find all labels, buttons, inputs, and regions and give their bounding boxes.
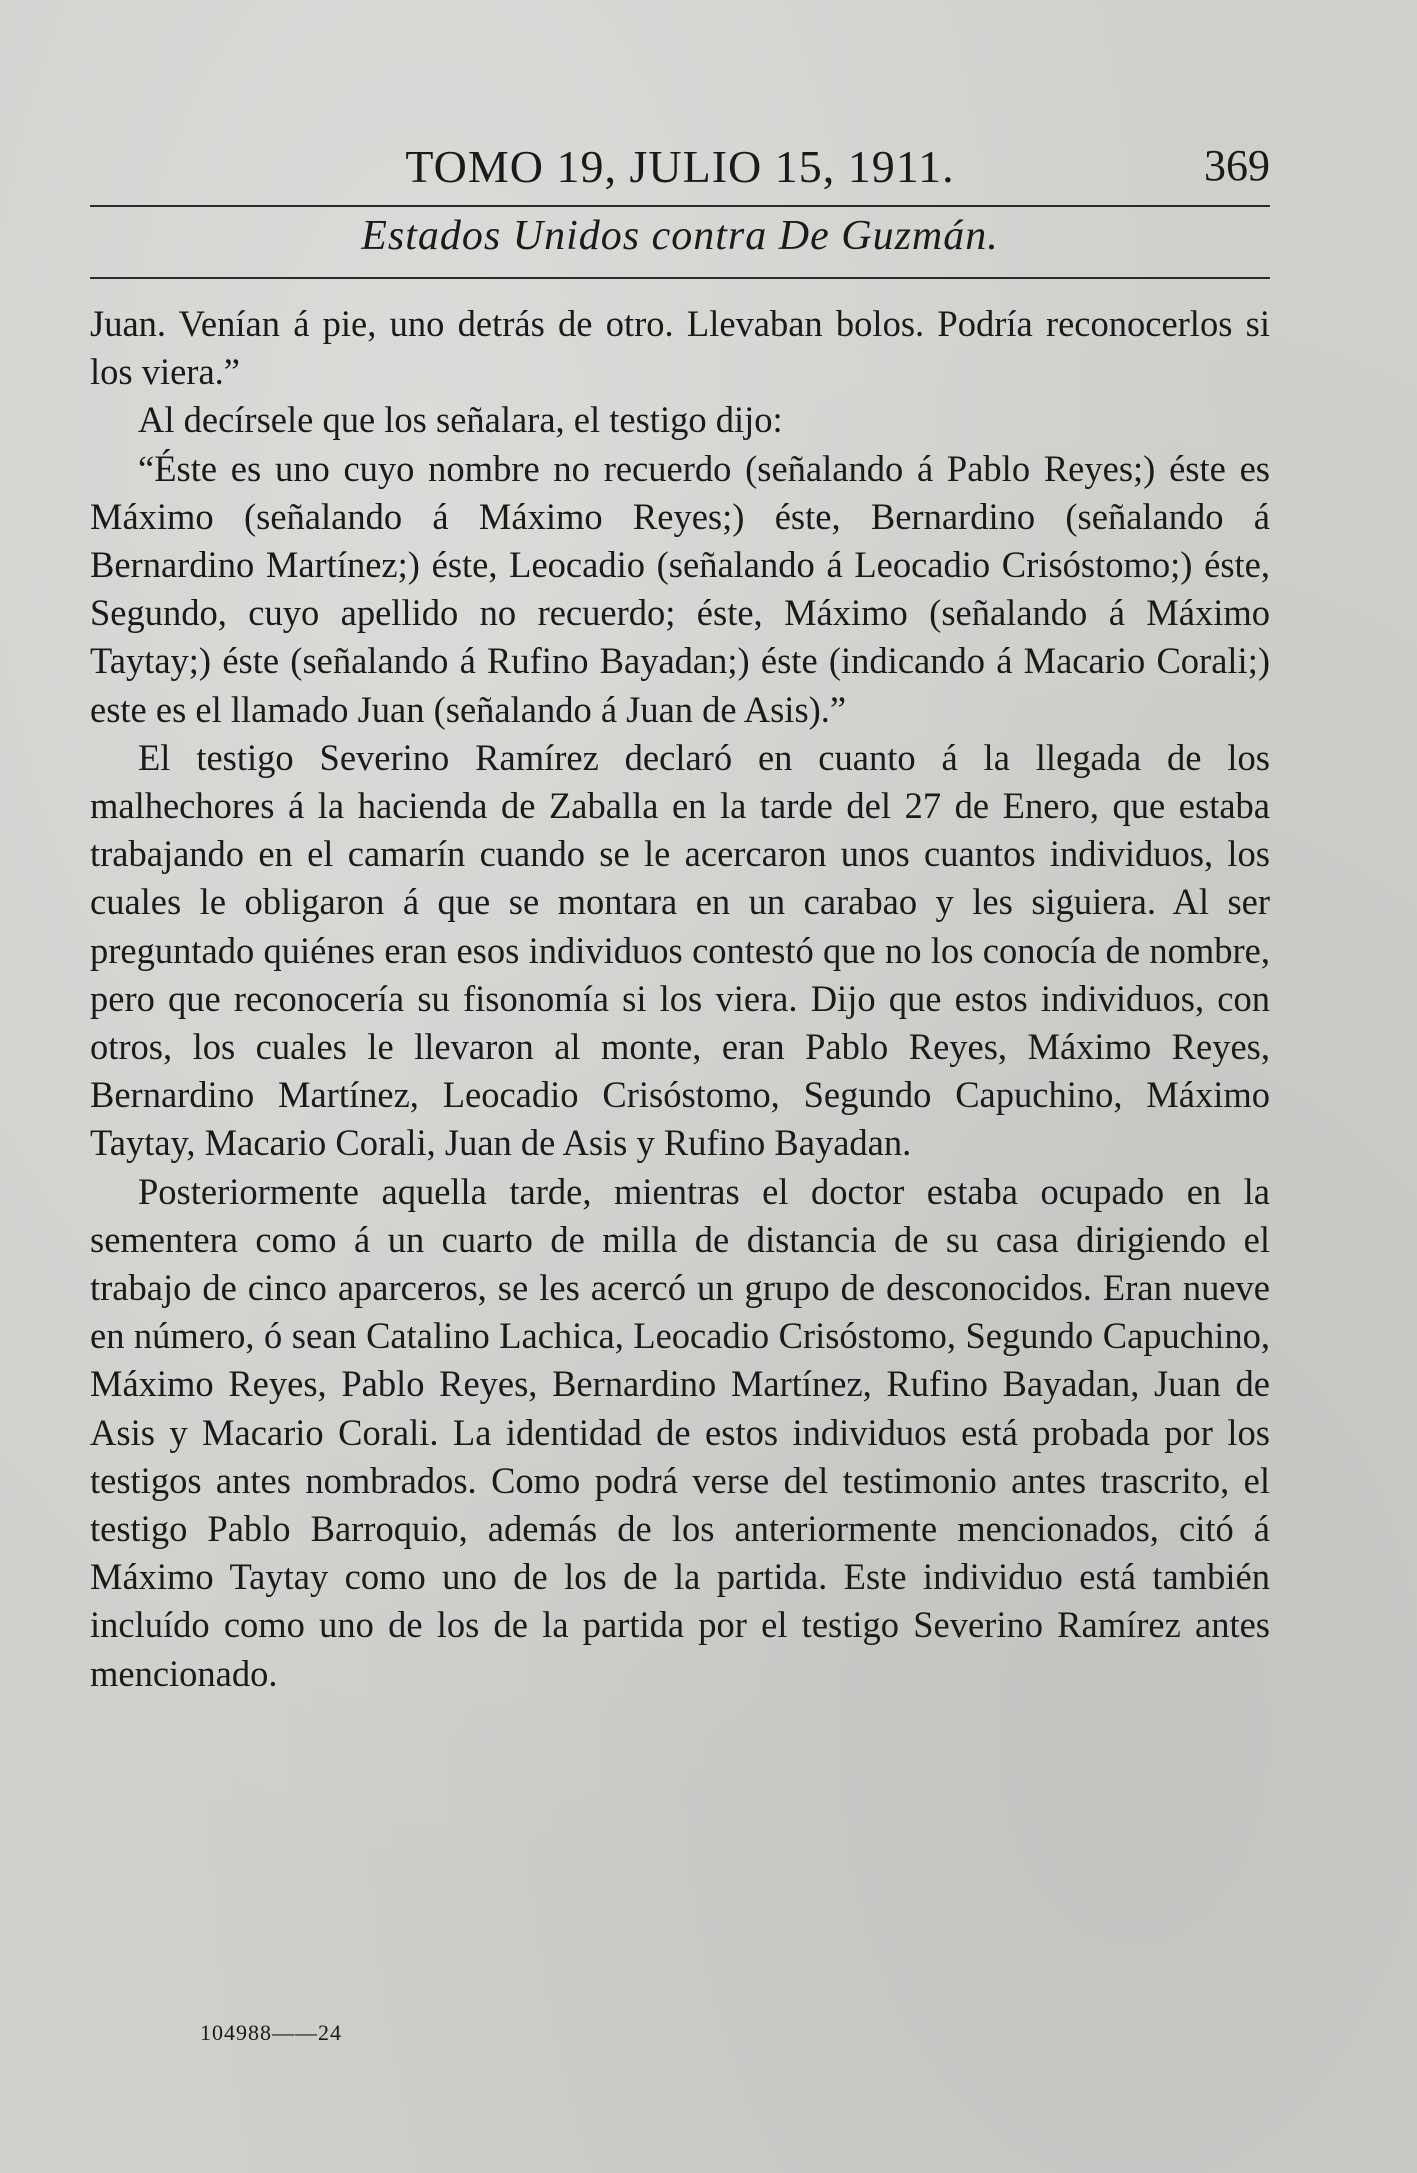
printer-signature: 104988——24 [200, 2020, 342, 2045]
page-number: 369 [1204, 141, 1270, 190]
paragraph: “Éste es uno cuyo nombre no recuerdo (señalando á Pablo Reyes;) éste es Máximo (señalando á Máximo Reyes;) éste, Bernardino (señalando á Bernardino Martínez;) éste, Leocadio (señalando á Leocadio Crisóstomo;) éste, Segundo, cuyo apellido no recuerdo; éste, Máximo (señalando á Máximo Taytay;) éste (señalando á Rufino Bayadan;) éste (indicando á Macario Corali;) este es el llamado Juan (señalando á Juan de Asis).” [90, 447, 1270, 730]
body-text [90, 300, 1270, 1698]
paragraph: El testigo Severino Ramírez declaró en cuanto á la llegada de los malhechores á la hacienda de Zaballa en la tarde del 27 de Enero, que estaba trabajando en el camarín cuando se le acercaron unos cuantos individuos, los cuales le obligaron á que se montara en un carabao y les siguiera. Al ser preguntado quiénes eran esos individuos contestó que no los conocía de nombre, pero que reconocería su fisonomía si los viera. Dijo que estos individuos, con otros, los cuales le llevaron al monte, eran Pablo Reyes, Máximo Reyes, Bernardino Martínez, Leocadio Crisóstomo, Segundo Capuchino, Máximo Taytay, Macario Corali, Juan de Asis y Rufino Bayadan. [90, 736, 1270, 1164]
heading-rule-top [90, 205, 1270, 207]
volume-date-heading: TOMO 19, JULIO 15, 1911. [405, 141, 955, 192]
paragraph: Al decírsele que los señalara, el testigo dijo: [138, 399, 783, 441]
heading-rule-bottom [90, 277, 1270, 279]
paragraph: Juan. Venían á pie, uno detrás de otro. Llevaban bolos. Podría reconocerlos si los viera.” [90, 303, 1270, 393]
running-head [90, 140, 1270, 200]
paragraph: Posteriormente aquella tarde, mientras el doctor estaba ocupado en la sementera como á un cuarto de milla de distancia de su casa dirigiendo el trabajo de cinco aparceros, se les acercó un grupo de desconocidos. Eran nueve en número, ó sean Catalino Lachica, Leocadio Crisóstomo, Segundo Capuchino, Máximo Reyes, Pablo Reyes, Bernardino Martínez, Rufino Bayadan, Juan de Asis y Macario Corali. La identidad de estos individuos está probada por los testigos antes nombrados. Como podrá verse del testimonio antes trascrito, el testigo Pablo Barroquio, además de los anteriormente mencionados, citó á Máximo Taytay como uno de los de la partida. Este individuo está también incluído como uno de los de la partida por el testigo Severino Ramírez antes mencionado. [90, 1170, 1270, 1694]
case-title: Estados Unidos contra De Guzmán. [361, 213, 999, 259]
